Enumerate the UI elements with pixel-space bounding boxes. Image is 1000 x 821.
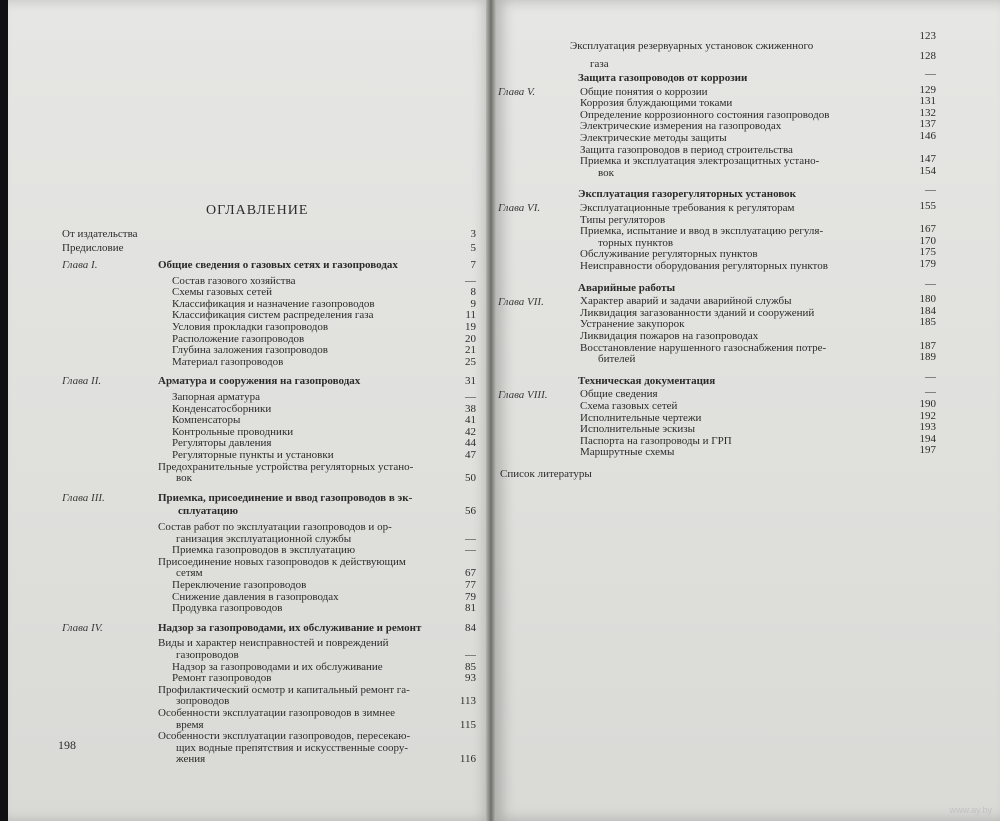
toc-item-text: зопроводов — [176, 695, 230, 708]
toc-item-text: бителей — [598, 353, 636, 366]
chapter-page: — — [925, 277, 936, 290]
toc-item-text: Классификация систем распределения газа — [172, 309, 374, 322]
toc-item-page: 25 — [465, 355, 476, 368]
toc-item-page: 128 — [919, 50, 936, 62]
toc-item-text: Неисправности оборудования регуляторных пунктов — [580, 260, 828, 272]
literature-text: Список литературы — [500, 468, 592, 480]
toc-item-page: 189 — [919, 351, 936, 364]
toc-item-page: 132 — [919, 106, 936, 119]
toc-item-page: 129 — [919, 83, 936, 96]
toc-item-page: 115 — [459, 718, 476, 731]
toc-item-page: 147 — [919, 153, 936, 166]
toc-item-page: 38 — [465, 402, 476, 415]
chapter-page: 7 — [470, 259, 476, 271]
toc-item-page: 11 — [465, 309, 476, 322]
toc-item-page: 187 — [919, 339, 936, 352]
toc-item-text: Определение коррозионного состояния газопроводов — [580, 108, 830, 121]
chapter-title: Приемка, присоединение и ввод газопроводов в эк- — [158, 491, 413, 504]
toc-item-page: 67 — [465, 567, 476, 580]
toc-item-text: Регуляторы давления — [172, 437, 272, 450]
toc-item-text: вок — [598, 166, 614, 179]
chapter-tag: Глава IV. — [62, 621, 103, 634]
toc-item-page: 50 — [465, 472, 476, 485]
chapter-tag: Глава VII. — [498, 295, 544, 308]
toc-item-page: 194 — [919, 432, 936, 445]
toc-item-text: щих водные препятствия и искусственные соору- — [176, 741, 409, 754]
toc-item-text: Защита газопроводов в период строительства — [580, 143, 793, 156]
toc-item-page: 79 — [465, 590, 476, 603]
toc-entry-page: 5 — [470, 241, 476, 254]
toc-item-text: Коррозия блуждающими токами — [580, 97, 733, 110]
toc-item-page: 47 — [465, 449, 476, 461]
toc-item-page: 180 — [919, 293, 936, 306]
toc-item-page: 193 — [919, 421, 936, 434]
chapter-page: 56 — [465, 505, 476, 518]
toc-item-text: Условия прокладки газопроводов — [172, 321, 329, 333]
toc-item-text: Профилактический осмотр и капитальный ремонт га- — [158, 683, 410, 696]
photo-left-edge — [0, 0, 8, 821]
chapter-title: Эксплуатация газорегуляторных установок — [578, 188, 796, 201]
toc-item-text: Классификация и назначение газопроводов — [172, 297, 375, 310]
chapter-title: Защита газопроводов от коррозии — [578, 72, 748, 84]
chapter-page: — — [925, 370, 936, 383]
chapter-tag: Глава I. — [62, 259, 98, 271]
toc-item-text: Глубина заложения газопроводов — [172, 344, 328, 357]
watermark: www.ay.by — [949, 805, 992, 815]
toc-entry-text: От издательства — [62, 228, 138, 240]
toc-item-page: 185 — [919, 316, 936, 329]
toc-item-text: торных пунктов — [598, 236, 674, 249]
toc-item-page: — — [465, 544, 476, 557]
toc-item-text: Состав работ по эксплуатации газопроводов и ор- — [158, 521, 392, 533]
toc-item-text: Контрольные проводники — [172, 425, 294, 438]
toc-item-page: 21 — [465, 344, 476, 357]
chapter-page: — — [925, 184, 936, 197]
toc-item-page: 146 — [919, 130, 936, 142]
toc-item-text: Типы регуляторов — [580, 213, 666, 226]
toc-entry-text: Предисловие — [62, 241, 124, 254]
toc-item-page: — — [465, 391, 476, 403]
toc-item-text: Восстановление нарушенного газоснабжения потре- — [580, 341, 827, 354]
toc-item-text: жения — [176, 753, 206, 766]
toc-item-page: 44 — [465, 437, 476, 450]
toc-item-text: Общие сведения — [580, 388, 658, 401]
toc-item-text: Исполнительные чертежи — [580, 411, 702, 424]
toc-item-page: 190 — [919, 398, 936, 410]
toc-item-text: Эксплуатационные требования к регуляторам — [580, 202, 795, 214]
toc-item-page: — — [465, 532, 476, 545]
chapter-title: Общие сведения о газовых сетях и газопроводах — [158, 259, 398, 271]
toc-item-text: Исполнительные эскизы — [580, 423, 696, 436]
toc-item-page: 137 — [919, 118, 936, 131]
toc-item-text: Эксплуатация резервуарных установок сжиженного — [570, 40, 814, 52]
toc-item-text: Ликвидация пожаров на газопроводах — [580, 330, 759, 342]
chapter-title: Аварийные работы — [578, 281, 676, 294]
chapter-tag: Глава VI. — [498, 202, 541, 215]
toc-item-text: Состав газового хозяйства — [172, 274, 296, 287]
toc-item-text: вок — [176, 472, 192, 485]
toc-item-text: Особенности эксплуатации газопроводов в зимнее — [158, 707, 395, 719]
toc-item-page: — — [465, 274, 476, 287]
chapter-tag: Глава V. — [498, 86, 536, 98]
toc-item-page: 9 — [470, 297, 476, 310]
toc-item-text: газа — [590, 58, 609, 70]
toc-heading: ОГЛАВЛЕНИЕ — [206, 203, 309, 218]
chapter-tag: Глава III. — [62, 491, 105, 504]
toc-item-page: 77 — [465, 579, 476, 591]
toc-item-text: Расположение газопроводов — [172, 332, 305, 345]
chapter-page: 84 — [465, 621, 476, 634]
toc-item-page: 116 — [459, 753, 476, 766]
toc-item-page: 85 — [465, 660, 476, 673]
toc-item-text: Схемы газовых сетей — [172, 286, 273, 299]
toc-item-text: Устранение закупорок — [580, 318, 685, 331]
toc-item-text: Паспорта на газопроводы и ГРП — [580, 434, 732, 447]
toc-item-text: Регуляторные пункты и установки — [172, 449, 334, 461]
toc-item-page: 113 — [459, 695, 476, 708]
chapter-page: 31 — [465, 375, 476, 388]
chapter-tag: Глава VIII. — [498, 388, 548, 401]
toc-item-text: Приемка газопроводов в эксплуатацию — [172, 544, 356, 557]
toc-item-text: Электрические измерения на газопроводах — [580, 120, 782, 133]
toc-item-page: 175 — [919, 246, 936, 259]
toc-item-text: ганизация эксплуатационной службы — [176, 532, 352, 545]
toc-item-page: 167 — [919, 223, 936, 236]
toc-item-page: 197 — [919, 444, 936, 457]
chapter-title: Техническая документация — [578, 374, 716, 387]
toc-item-text: Приемка, испытание и ввод в эксплуатацию регуля- — [580, 225, 824, 238]
toc-item-text: Маршрутные схемы — [580, 446, 675, 459]
toc-item-text: Продувка газопроводов — [172, 602, 283, 615]
toc-item-text: Схема газовых сетей — [580, 400, 678, 412]
toc-item-text: Переключение газопроводов — [172, 579, 307, 591]
toc-item-text: Обслуживание регуляторных пунктов — [580, 248, 758, 261]
toc-item-page: 42 — [465, 425, 476, 438]
toc-item-page: — — [465, 649, 476, 661]
toc-item-text: Электрические методы защиты — [580, 132, 727, 144]
toc-item-page: 81 — [465, 602, 476, 615]
book-spine — [486, 0, 496, 821]
toc-item-text: Ликвидация загазованности зданий и сооружений — [580, 306, 815, 319]
toc-item-text: Запорная арматура — [172, 391, 260, 403]
chapter-tag: Глава II. — [62, 375, 102, 388]
toc-item-page: 19 — [465, 321, 476, 333]
chapter-title-cont: сплуатацию — [178, 505, 239, 518]
toc-item-page: 93 — [465, 672, 476, 685]
toc-item-page: 155 — [919, 200, 936, 212]
toc-item-text: Особенности эксплуатации газопроводов, пересекаю- — [158, 730, 411, 743]
toc-item-text: Предохранительные устройства регуляторных устано- — [158, 460, 414, 473]
toc-item-text: Приемка и эксплуатация электрозащитных устано- — [580, 155, 820, 168]
toc-item-text: время — [176, 718, 204, 731]
toc-item-text: Снижение давления в газопроводах — [172, 590, 339, 603]
toc-item-page: 179 — [919, 258, 936, 270]
toc-item-text: Характер аварий и задачи аварийной службы — [580, 295, 792, 308]
toc-item-page: 192 — [919, 409, 936, 422]
toc-item-text: Ремонт газопроводов — [172, 672, 272, 685]
toc-item-page: 154 — [919, 164, 936, 177]
toc-item-text: Надзор за газопроводами и их обслуживание — [172, 660, 383, 673]
toc-item-page: 131 — [919, 95, 936, 108]
toc-item-page: 20 — [465, 332, 476, 345]
toc-item-text: Присоединение новых газопроводов к действующим — [158, 555, 406, 568]
toc-item-page: 170 — [919, 234, 936, 247]
toc-item-text: Общие понятия о коррозии — [580, 85, 708, 98]
chapter-page: — — [925, 68, 936, 80]
toc-item-text: сетям — [176, 567, 203, 580]
toc-item-text: Компенсаторы — [172, 414, 241, 427]
toc-item-text: газопроводов — [176, 649, 239, 661]
toc-item-text: Конденсатосборники — [172, 402, 272, 415]
toc-item-page: 8 — [470, 286, 476, 299]
chapter-title: Надзор за газопроводами, их обслуживание и ремонт — [158, 621, 422, 634]
toc-item-page: 184 — [919, 304, 936, 317]
toc-entry-page: 3 — [470, 228, 476, 240]
toc-item-page: — — [925, 386, 936, 399]
toc-item-page: 123 — [919, 30, 936, 42]
toc-item-text: Материал газопроводов — [172, 355, 284, 368]
chapter-title: Арматура и сооружения на газопроводах — [158, 375, 361, 388]
toc-item-text: Виды и характер неисправностей и повреждений — [158, 637, 389, 650]
page-folio: 198 — [58, 738, 76, 752]
toc-item-page: 41 — [465, 414, 476, 427]
